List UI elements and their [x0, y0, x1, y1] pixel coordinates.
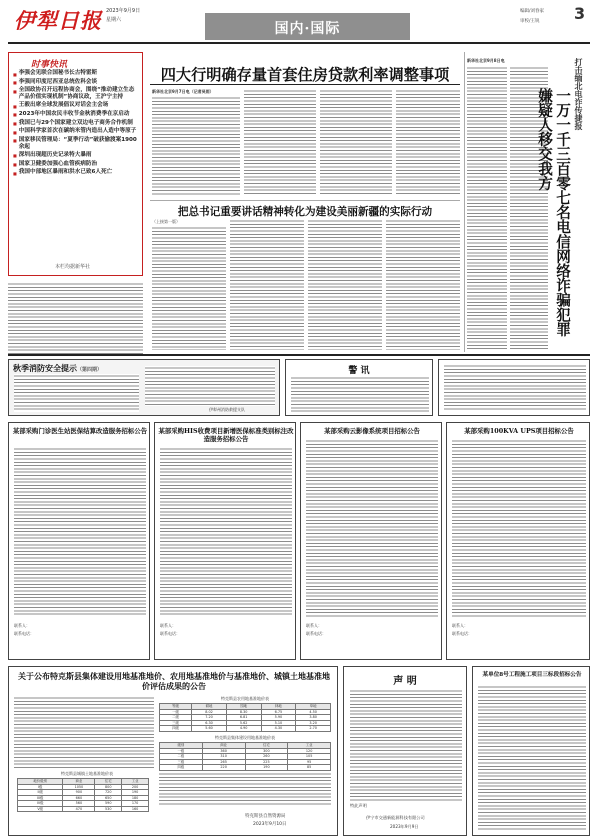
table-cell: 7.20	[192, 715, 227, 721]
procurement-col-b-text	[160, 447, 292, 617]
lead-headline: 四大行明确存量首套住房贷款利率调整事项	[160, 66, 450, 84]
hot-news-item[interactable]	[13, 87, 139, 101]
bullet-icon: ■	[13, 88, 17, 94]
hot-news-item[interactable]	[13, 169, 139, 177]
fire-safety-title	[13, 363, 102, 374]
urban-land-price-table	[17, 778, 149, 812]
procurement-col-d-phone: 联系电话：	[452, 631, 472, 636]
table-cell: 耕地	[192, 704, 227, 710]
table-cell: 190	[122, 790, 149, 796]
table-row	[160, 765, 331, 771]
table-cell: 85	[288, 765, 331, 771]
table-cell: 草地	[296, 704, 331, 710]
table-cell: 工业	[122, 779, 149, 785]
table-cell: V级	[18, 806, 63, 812]
issue-weekday: 星期六	[106, 17, 122, 23]
collective-land-price-table	[159, 742, 331, 771]
table-cell: 林地	[261, 704, 296, 710]
right-story-kicker: 打击缅北电诈传捷报	[574, 58, 583, 130]
procurement-col-b-phone: 联系电话：	[160, 631, 180, 636]
masthead-rule	[8, 42, 590, 44]
procurement-col-a-title: 某部采购门诊医生站医保结算改造服务招标公告	[12, 427, 148, 435]
news-brief-box	[438, 359, 590, 416]
procurement-col-d-title: 某部采购100KVA UPS项目招标公告	[464, 427, 574, 435]
bullet-icon: ■	[13, 129, 17, 135]
table-cell: 8.02	[192, 709, 227, 715]
fire-safety-text-left	[14, 374, 139, 412]
table-cell: 650	[95, 795, 122, 801]
table-cell: 工业	[288, 743, 331, 749]
procurement-col-c	[300, 422, 442, 660]
section-title: 国内·国际	[274, 21, 341, 37]
table-cell: 200	[122, 784, 149, 790]
table-cell: 160	[122, 806, 149, 812]
lead-column-4	[396, 89, 460, 196]
table-cell: 等级	[160, 704, 192, 710]
hot-news-item[interactable]	[13, 102, 139, 110]
bidding-text	[478, 685, 586, 831]
table-cell: 225	[245, 759, 288, 765]
warning-box	[285, 359, 433, 416]
table-cell: 4.90	[226, 726, 261, 732]
hot-news-item[interactable]	[13, 161, 139, 169]
table-cell: 一级	[160, 709, 192, 715]
bidding-box	[472, 666, 590, 836]
hot-news-item-text: 李强会见联合国秘书长古特雷斯	[18, 70, 98, 76]
table-cell: 5.62	[226, 720, 261, 726]
lead-column-3	[320, 89, 392, 196]
newspaper-logo: 伊犁日报	[14, 8, 102, 33]
table-cell: 级别	[160, 743, 203, 749]
hot-news-item[interactable]	[13, 70, 139, 78]
table-cell: 3.20	[296, 720, 331, 726]
hot-news-item[interactable]	[13, 111, 139, 119]
table-cell: 310	[202, 754, 245, 760]
right-story-divider	[464, 52, 465, 352]
page-number: 3	[574, 4, 586, 23]
bullet-icon: ■	[13, 138, 17, 144]
bullet-icon: ■	[13, 162, 17, 168]
land-notice-text-2	[159, 772, 331, 806]
table-cell: 170	[122, 801, 149, 807]
procurement-col-a	[8, 422, 150, 660]
table-cell: III级	[18, 795, 63, 801]
masthead	[0, 0, 598, 48]
table-cell: 三级	[160, 720, 192, 726]
table-cell: 95	[288, 759, 331, 765]
hot-news-item[interactable]	[13, 152, 139, 160]
warning-text	[291, 376, 429, 412]
fire-safety-text-right	[145, 366, 275, 406]
hot-news-item-text: 王毅出席全球发展倡议对话会主会场	[18, 102, 109, 109]
table1-title: 特克斯县城镇土地基准地价表	[61, 771, 113, 776]
bullet-icon: ■	[13, 80, 17, 86]
table-cell: 商业	[202, 743, 245, 749]
hot-news-item-text: 国家移民管理局：“夏季行动”破获偷渡案1900余起	[18, 136, 137, 150]
second-column-3	[308, 219, 382, 350]
land-notice-title: 关于公布特克斯县集体建设用地基准地价、农用地基准地价与基准地价、城镇土地基准地价评估成果的公告	[18, 671, 330, 691]
declaration-box	[343, 666, 467, 836]
table-cell: 590	[95, 801, 122, 807]
table-cell: 190	[245, 765, 288, 771]
table-cell: 3.80	[296, 715, 331, 721]
second-column-1	[152, 226, 226, 350]
table-cell: II级	[18, 790, 63, 796]
land-notice-date: 2023年9月10日	[253, 822, 287, 827]
hot-news-item[interactable]	[13, 79, 139, 87]
procurement-col-d-text	[452, 439, 586, 617]
second-headline-rule-top	[150, 200, 460, 201]
notices-top-rule	[8, 354, 590, 356]
fire-safety-box	[8, 359, 280, 416]
second-column-4	[386, 219, 460, 350]
bullet-icon: ■	[13, 103, 17, 109]
bullet-icon: ■	[13, 112, 17, 118]
bidding-title: 某单位8号工程施工项目三标段招标公告	[482, 672, 582, 678]
table-cell: 265	[202, 759, 245, 765]
table-cell: 260	[245, 754, 288, 760]
table-cell: IV级	[18, 801, 63, 807]
table-cell: 220	[202, 765, 245, 771]
procurement-col-c-phone: 联系电话：	[306, 631, 326, 636]
procurement-col-d-contact: 联系人：	[452, 623, 468, 628]
bullet-icon: ■	[13, 153, 17, 159]
table-cell: 800	[95, 784, 122, 790]
table-cell: 4.50	[296, 709, 331, 715]
table-cell: 4.30	[261, 726, 296, 732]
fire-safety-org: 伊犁州消防救援支队	[209, 407, 245, 412]
hot-news-item-text: 李强同印度尼西亚总统佐科会谈	[18, 78, 98, 85]
hot-news-item-text: 2023年中国农民丰收节金秋消费季在京启动	[18, 110, 130, 117]
table-cell: 180	[122, 795, 149, 801]
table-cell: 530	[95, 806, 122, 812]
table-cell: 900	[63, 790, 95, 796]
hot-news-item-text: 深圳出现超历史记录特大暴雨	[18, 151, 92, 158]
bullet-icon: ■	[13, 71, 17, 77]
declaration-end: 特此声明	[350, 803, 367, 808]
hot-news-item[interactable]	[13, 137, 139, 151]
declaration-text	[350, 689, 462, 801]
procurement-col-b-title: 某部采购HIS收费项目新增医保标准类别标注改造服务招标公告	[158, 427, 294, 443]
table-cell: 5.90	[261, 715, 296, 721]
hot-news-item-text: 我国已与29个国家建立双边电子商务合作机制	[18, 119, 133, 126]
procurement-col-c-contact: 联系人：	[306, 623, 322, 628]
second-subhead: （上接第一版）	[152, 219, 180, 224]
table3-title: 特克斯县集体建设用地基准地价表	[215, 735, 275, 740]
declaration-title: 声 明	[393, 676, 417, 687]
lead-byline: 新华社北京9月7日电（记者吴雨）	[152, 89, 214, 94]
right-story-column-1	[467, 66, 507, 350]
table-cell: 470	[63, 806, 95, 812]
procurement-col-a-text	[14, 447, 146, 617]
procurement-col-c-title: 某部采购云影像系统项目招标公告	[324, 427, 420, 435]
hot-news-item[interactable]	[13, 128, 139, 136]
table-cell: 8.30	[226, 709, 261, 715]
table-cell: 560	[63, 801, 95, 807]
procurement-col-d	[446, 422, 590, 660]
lead-column-2	[244, 89, 316, 196]
hot-news-item[interactable]	[13, 120, 139, 128]
declaration-date: 2023年9月9日	[390, 824, 419, 829]
table-cell: 2.70	[296, 726, 331, 732]
procurement-col-b-contact: 联系人：	[160, 623, 176, 628]
table-cell: 6.81	[226, 715, 261, 721]
table-cell: 二级	[160, 754, 203, 760]
declaration-org: 伊宁市交通新能源科技有限公司	[366, 815, 425, 820]
hot-news-item-text: 中国科学家首次在碳纳米管内造出人造中等原子	[18, 128, 137, 135]
bullet-icon: ■	[13, 170, 17, 176]
procurement-col-c-text	[306, 439, 438, 617]
bullet-icon: ■	[13, 121, 17, 127]
table-cell: 二级	[160, 715, 192, 721]
lead-rule	[150, 84, 460, 85]
table-cell: 720	[95, 790, 122, 796]
table-cell: 6.75	[261, 709, 296, 715]
second-column-2	[230, 219, 304, 350]
right-story-byline: 新华社北京9月8日电	[467, 58, 505, 63]
table-row	[18, 806, 149, 812]
hot-news-item-text: 我国中部地区暴雨和洪水已致6人死亡	[18, 169, 113, 176]
story-continuation-left	[8, 282, 143, 354]
procurement-row	[8, 422, 590, 662]
table-cell: 一级	[160, 748, 203, 754]
fire-safety-tag: （第四期）	[77, 367, 103, 373]
table-cell: 园地	[226, 704, 261, 710]
table-cell: 360	[202, 748, 245, 754]
farmland-price-table	[159, 703, 331, 732]
right-story-headline: 一万一千三百零七名电信网络诈骗犯罪嫌疑人移交我方	[536, 88, 571, 337]
procurement-col-a-contact: 联系人：	[14, 623, 30, 628]
table-cell: 120	[288, 748, 331, 754]
table-cell: 四级	[160, 726, 192, 732]
table-cell: 四级	[160, 765, 203, 771]
procurement-col-b	[154, 422, 296, 660]
page-designer: 审校/王锐	[520, 19, 540, 24]
news-brief-text	[444, 364, 586, 412]
table-cell: 三级	[160, 759, 203, 765]
lead-column-1	[152, 96, 240, 196]
table-cell: 5.60	[192, 726, 227, 732]
table2-title: 特克斯县农用地基准地价表	[221, 696, 269, 701]
table-cell: 5.10	[261, 720, 296, 726]
fire-safety-title-text: 秋季消防安全提示	[13, 363, 77, 373]
issue-date: 2023年9月9日	[106, 8, 141, 14]
table-cell: 300	[245, 748, 288, 754]
table-cell: 地价级别	[18, 779, 63, 785]
hot-news-source: 本栏均据新华社	[55, 264, 91, 270]
land-price-notice	[8, 666, 338, 836]
second-headline: 把总书记重要讲话精神转化为建设美丽新疆的实际行动	[177, 206, 433, 218]
hot-news-title: 时事快讯	[31, 60, 68, 70]
land-notice-signature: 特克斯县自然资源局	[245, 814, 286, 819]
procurement-col-a-phone: 联系电话：	[14, 631, 34, 636]
table-cell: 商业	[63, 779, 95, 785]
table-cell: 105	[288, 754, 331, 760]
hot-news-list	[13, 70, 139, 178]
table-cell: 660	[63, 795, 95, 801]
table-cell: 住宅	[245, 743, 288, 749]
hot-news-box	[8, 52, 143, 276]
table-cell: 住宅	[95, 779, 122, 785]
land-notice-text	[14, 696, 154, 768]
table-row	[160, 726, 331, 732]
table-cell: 1050	[63, 784, 95, 790]
table-cell: 6.30	[192, 720, 227, 726]
hot-news-item-text: 全国政协召开远程协商会，围绕“推动建立生态产品价值实现机制”协商议政，王沪宁主持	[18, 87, 135, 101]
warning-title: 警 讯	[348, 366, 370, 376]
hot-news-item-text: 国家卫健委加强心血管疾病防治	[18, 160, 98, 167]
page-editor: 编辑/刘春家	[520, 9, 545, 14]
table-cell: I级	[18, 784, 63, 790]
